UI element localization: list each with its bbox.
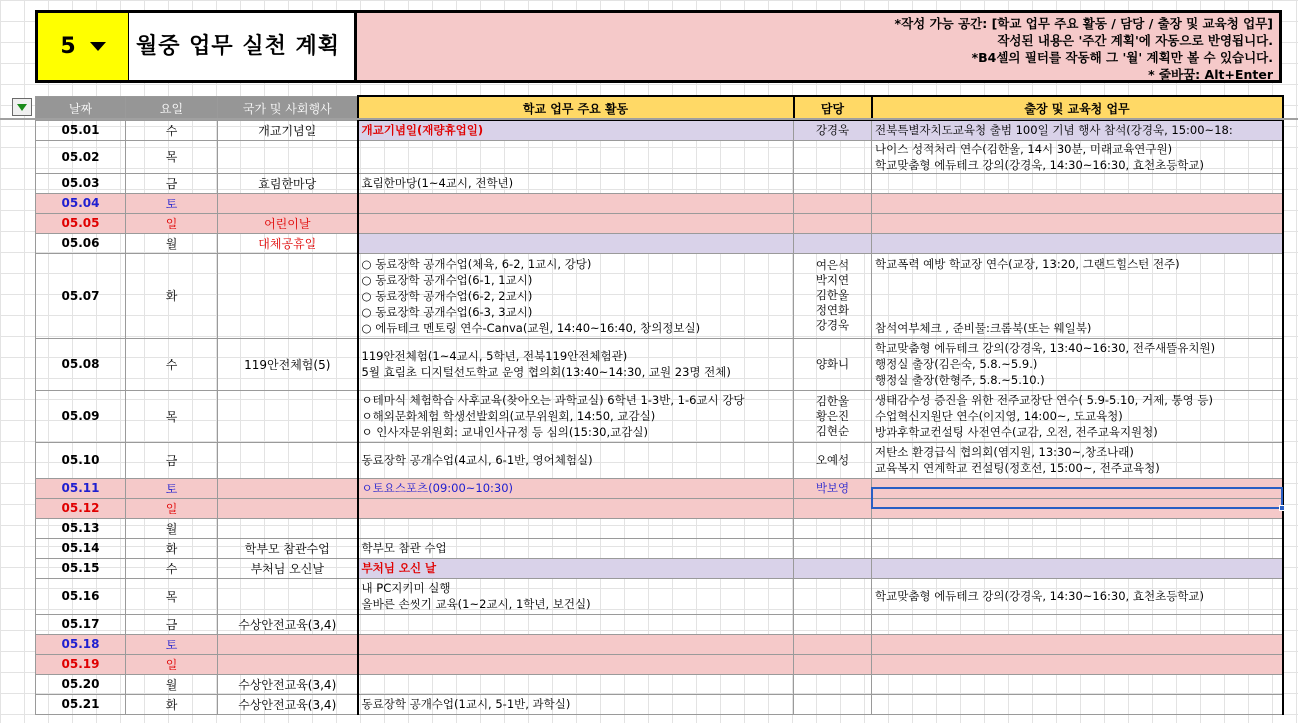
filter-icon[interactable] — [12, 98, 32, 116]
cell-staff[interactable] — [794, 578, 872, 614]
cell-event[interactable]: 부처님 오신날 — [218, 558, 358, 578]
cell-date[interactable]: 05.07 — [36, 253, 126, 338]
cell-date[interactable]: 05.05 — [36, 213, 126, 233]
cell-day[interactable]: 금 — [126, 173, 218, 193]
cell-staff[interactable] — [794, 140, 872, 173]
cell-trip[interactable] — [872, 614, 1283, 634]
cell-day[interactable]: 일 — [126, 654, 218, 674]
col-header-event[interactable]: 국가 및 사회행사 — [218, 96, 358, 120]
cell-trip[interactable]: 전북특별자치도교육청 출범 100일 기념 행사 참석(강경욱, 15:00~18: — [872, 120, 1283, 140]
cell-day[interactable]: 수 — [126, 338, 218, 390]
cell-day[interactable]: 월 — [126, 674, 218, 694]
cell-trip[interactable] — [872, 654, 1283, 674]
title-box — [35, 10, 357, 83]
cell-event[interactable]: 효림한마당 — [218, 173, 358, 193]
cell-staff[interactable]: 양화니 — [794, 338, 872, 390]
cell-staff[interactable] — [794, 498, 872, 518]
cell-staff[interactable] — [794, 518, 872, 538]
table-row — [36, 674, 1283, 694]
cell-activity[interactable]: 학부모 참관 수업 — [358, 538, 794, 558]
cell-trip[interactable] — [872, 538, 1283, 558]
table-row — [36, 518, 1283, 538]
cell-trip[interactable] — [872, 674, 1283, 694]
cell-activity[interactable] — [358, 213, 794, 233]
cell-staff[interactable] — [794, 173, 872, 193]
cell-activity[interactable]: ○ 동료장학 공개수업(체육, 6-2, 1교시, 강당) ○ 동료장학 공개수업(6-1, 1교시) ○ 동료장학 공개수업(6-2, 2교시) ○ 동료장학 공개수업(6-3, 3교시) ○ 에듀테크 멘토링 연수-Canva(교원, 14:40~16:40, 창의정보실) — [358, 253, 794, 338]
table-row — [36, 578, 1283, 614]
cell-staff[interactable]: 강경욱 — [794, 120, 872, 140]
cell-day[interactable]: 월 — [126, 233, 218, 253]
chevron-down-icon[interactable] — [90, 42, 106, 51]
cell-day[interactable]: 금 — [126, 442, 218, 478]
col-header-trip[interactable]: 출장 및 교육청 업무 — [872, 96, 1283, 120]
cell-activity[interactable]: 개교기념일(재량휴업일) — [358, 120, 794, 140]
notice-line: 작성된 내용은 '주간 계획'에 자동으로 반영됩니다. — [997, 33, 1273, 48]
cell-day[interactable]: 수 — [126, 120, 218, 140]
cell-activity[interactable]: 동료장학 공개수업(1교시, 5-1반, 과학실) — [358, 694, 794, 714]
cell-date[interactable]: 05.04 — [36, 193, 126, 213]
cell-activity[interactable]: ㅇ테마식 체험학습 사후교육(찾아오는 과학교실) 6학년 1-3반, 1-6교시 강당 ㅇ해외문화체험 학생선발회의(교무위원회, 14:50, 교감실) ㅇ 인사자문위원회: 교내인사규정 등 심의(15:30,교감실) — [358, 390, 794, 442]
table-row — [36, 193, 1283, 213]
cell-staff[interactable] — [794, 558, 872, 578]
table-row — [36, 614, 1283, 634]
cell-trip[interactable] — [872, 193, 1283, 213]
notice-box — [357, 10, 1282, 83]
cell-activity[interactable] — [358, 498, 794, 518]
cell-day[interactable]: 목 — [126, 390, 218, 442]
col-header-day[interactable]: 요일 — [126, 96, 218, 120]
cell-day[interactable]: 수 — [126, 558, 218, 578]
table-row — [36, 538, 1283, 558]
table-row — [36, 654, 1283, 674]
cell-activity[interactable] — [358, 634, 794, 654]
cell-event[interactable]: 대체공휴일 — [218, 233, 358, 253]
cell-staff[interactable] — [794, 538, 872, 558]
cell-date[interactable]: 05.21 — [36, 694, 126, 714]
cell-trip[interactable]: 학교폭력 예방 학교장 연수(교장, 13:20, 그랜드힐스턴 전주) 참석여부체크 , 준비물:크롬북(또는 웨일북) — [872, 253, 1283, 338]
cell-activity[interactable]: 동료장학 공개수업(4교시, 6-1반, 영어체험실) — [358, 442, 794, 478]
cell-day[interactable]: 목 — [126, 140, 218, 173]
cell-trip[interactable] — [872, 518, 1283, 538]
cell-event[interactable] — [218, 193, 358, 213]
cell-date[interactable]: 05.08 — [36, 338, 126, 390]
month-dropdown[interactable] — [38, 13, 129, 80]
table-row — [36, 213, 1283, 233]
cell-staff[interactable] — [794, 233, 872, 253]
cell-event[interactable] — [218, 253, 358, 338]
cell-day[interactable]: 목 — [126, 578, 218, 614]
cell-staff[interactable]: 여은석 박지연 김한울 정연화 강경욱 — [794, 253, 872, 338]
cell-staff[interactable] — [794, 614, 872, 634]
cell-staff[interactable] — [794, 654, 872, 674]
cell-date[interactable]: 05.19 — [36, 654, 126, 674]
col-header-activity[interactable]: 학교 업무 주요 활동 — [358, 96, 794, 120]
cell-trip[interactable] — [872, 213, 1283, 233]
cell-staff[interactable] — [794, 634, 872, 654]
fill-handle[interactable] — [1279, 505, 1285, 511]
cell-trip[interactable] — [872, 558, 1283, 578]
cell-date[interactable]: 05.12 — [36, 498, 126, 518]
notice-line: * 줄바꿈: Alt+Enter — [1148, 67, 1273, 82]
cell-event[interactable]: 개교기념일 — [218, 120, 358, 140]
cell-day[interactable]: 일 — [126, 498, 218, 518]
cell-day[interactable]: 일 — [126, 213, 218, 233]
cell-date[interactable]: 05.06 — [36, 233, 126, 253]
cell-date[interactable]: 05.10 — [36, 442, 126, 478]
cell-staff[interactable] — [794, 694, 872, 714]
cell-activity[interactable] — [358, 654, 794, 674]
cell-trip[interactable] — [872, 634, 1283, 654]
cell-date[interactable]: 05.13 — [36, 518, 126, 538]
table-row — [36, 253, 1283, 338]
page-title: 월중 업무 실천 계획 — [136, 34, 340, 59]
cell-trip[interactable]: 생태감수성 증진을 위한 전주교장단 연수( 5.9-5.10, 거제, 통영 등) 수업혁신지원단 연수(이지영, 14:00~, 도교육청) 방과후학교컨설팅 사전연수(교감, 오전, 전주교육지원청) — [872, 390, 1283, 442]
cell-event[interactable] — [218, 578, 358, 614]
cell-event[interactable]: 수상안전교육(3,4) — [218, 694, 358, 714]
cell-activity[interactable]: ㅇ토요스포츠(09:00~10:30) — [358, 478, 794, 498]
cell-staff[interactable] — [794, 193, 872, 213]
cell-day[interactable]: 화 — [126, 538, 218, 558]
cell-activity[interactable] — [358, 614, 794, 634]
cell-staff[interactable]: 박보영 — [794, 478, 872, 498]
cell-event[interactable]: 수상안전교육(3,4) — [218, 614, 358, 634]
cell-event[interactable]: 수상안전교육(3,4) — [218, 674, 358, 694]
cell-trip[interactable]: 저탄소 환경급식 협의회(염지원, 13:30~,창조나래) 교육복지 연계학교 컨설팅(정호선, 15:00~, 전주교육청) — [872, 442, 1283, 478]
cell-day[interactable]: 토 — [126, 193, 218, 213]
cell-date[interactable]: 05.16 — [36, 578, 126, 614]
table-row — [36, 120, 1283, 140]
cell-trip[interactable]: 학교맞춤형 에듀테크 강의(강경욱, 14:30~16:30, 효천초등학교) — [872, 578, 1283, 614]
cell-event[interactable] — [218, 654, 358, 674]
cell-event[interactable] — [218, 634, 358, 654]
cell-event[interactable] — [218, 498, 358, 518]
table-row — [36, 390, 1283, 442]
selected-cell[interactable] — [871, 487, 1283, 509]
cell-activity[interactable]: 내 PC지키미 실행 올바른 손씻기 교육(1~2교시, 1학년, 보건실) — [358, 578, 794, 614]
cell-staff[interactable]: 김한울 황은진 김현순 — [794, 390, 872, 442]
col-header-staff[interactable]: 담당 — [794, 96, 872, 120]
cell-date[interactable]: 05.14 — [36, 538, 126, 558]
cell-trip[interactable]: 학교맞춤형 에듀테크 강의(강경욱, 13:40~16:30, 전주새뜰유치원) 행정실 출장(김은숙, 5.8.~5.9.) 행정실 출장(한형주, 5.8.~5.10.) — [872, 338, 1283, 390]
cell-date[interactable]: 05.11 — [36, 478, 126, 498]
cell-event[interactable]: 119안전체험(5) — [218, 338, 358, 390]
notice-line: *작성 가능 공간: [학교 업무 주요 활동 / 담당 / 출장 및 교육청 업무] — [894, 16, 1273, 31]
cell-activity[interactable]: 부처님 오신 날 — [358, 558, 794, 578]
frozen-pane-divider — [0, 118, 1298, 120]
cell-date[interactable]: 05.18 — [36, 634, 126, 654]
cell-date[interactable]: 05.17 — [36, 614, 126, 634]
cell-activity[interactable] — [358, 674, 794, 694]
table-row — [36, 140, 1283, 173]
cell-day[interactable]: 금 — [126, 614, 218, 634]
table-row — [36, 634, 1283, 654]
table-row — [36, 558, 1283, 578]
cell-activity[interactable]: 119안전체험(1~4교시, 5학년, 전북119안전체험관) 5월 효림초 디지털선도학교 운영 협의회(13:40~14:30, 교원 23명 전체) — [358, 338, 794, 390]
table-row — [36, 173, 1283, 193]
cell-trip[interactable]: 나이스 성적처리 연수(김한울, 14시 30분, 미래교육연구원) 학교맞춤형 에듀테크 강의(강경욱, 14:30~16:30, 효천초등학교) — [872, 140, 1283, 173]
cell-staff[interactable] — [794, 674, 872, 694]
cell-date[interactable]: 05.03 — [36, 173, 126, 193]
cell-activity[interactable] — [358, 193, 794, 213]
cell-trip[interactable] — [872, 173, 1283, 193]
cell-event[interactable] — [218, 478, 358, 498]
cell-staff[interactable]: 오예성 — [794, 442, 872, 478]
cell-staff[interactable] — [794, 213, 872, 233]
cell-event[interactable]: 어린이날 — [218, 213, 358, 233]
cell-date[interactable]: 05.09 — [36, 390, 126, 442]
cell-activity[interactable] — [358, 518, 794, 538]
cell-event[interactable]: 학부모 참관수업 — [218, 538, 358, 558]
cell-event[interactable] — [218, 442, 358, 478]
cell-date[interactable]: 05.02 — [36, 140, 126, 173]
cell-day[interactable]: 토 — [126, 634, 218, 654]
cell-event[interactable] — [218, 140, 358, 173]
table-row — [36, 233, 1283, 253]
cell-trip[interactable] — [872, 233, 1283, 253]
cell-date[interactable]: 05.15 — [36, 558, 126, 578]
cell-day[interactable]: 토 — [126, 478, 218, 498]
cell-activity[interactable] — [358, 140, 794, 173]
cell-date[interactable]: 05.01 — [36, 120, 126, 140]
cell-day[interactable]: 월 — [126, 518, 218, 538]
cell-activity[interactable] — [358, 233, 794, 253]
cell-date[interactable]: 05.20 — [36, 674, 126, 694]
col-header-date[interactable]: 날짜 — [36, 96, 126, 120]
table-row — [36, 694, 1283, 714]
cell-trip[interactable] — [872, 694, 1283, 714]
cell-event[interactable] — [218, 390, 358, 442]
notice-line: *B4셀의 필터를 작동해 그 '월' 계획만 볼 수 있습니다. — [971, 50, 1273, 65]
plan-table — [35, 95, 1284, 715]
table-row — [36, 442, 1283, 478]
cell-event[interactable] — [218, 518, 358, 538]
cell-day[interactable]: 화 — [126, 694, 218, 714]
cell-day[interactable]: 화 — [126, 253, 218, 338]
table-row — [36, 338, 1283, 390]
month-value: 5 — [60, 34, 76, 59]
cell-activity[interactable]: 효림한마당(1~4교시, 전학년) — [358, 173, 794, 193]
